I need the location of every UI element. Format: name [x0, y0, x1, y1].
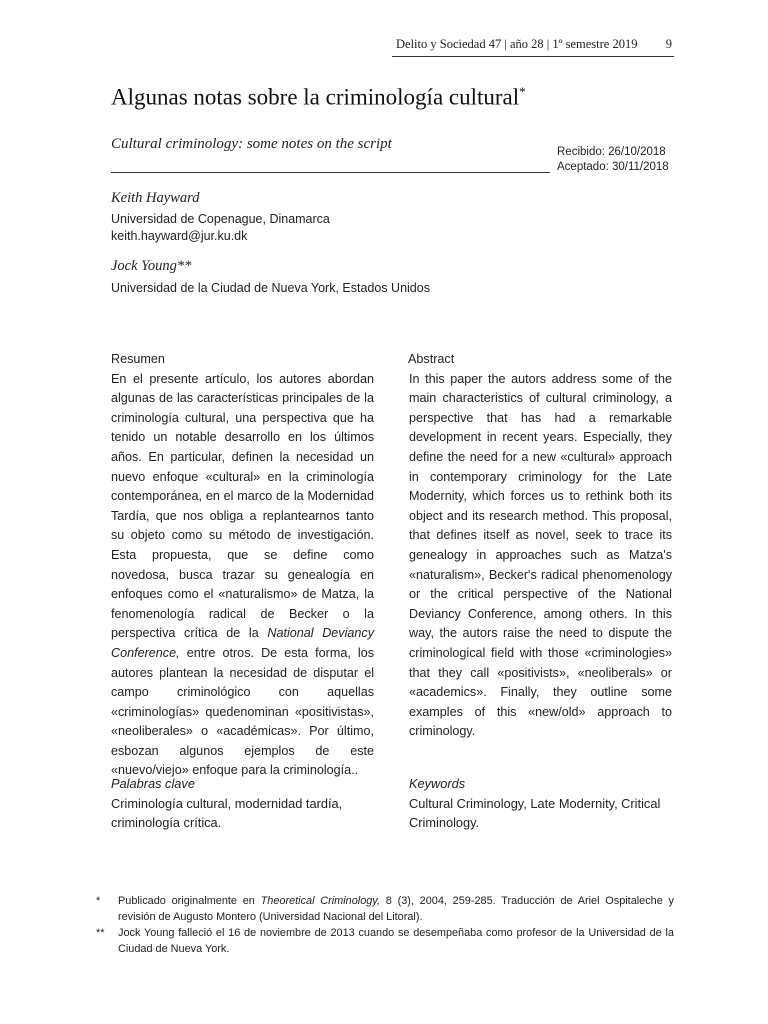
- footnote-text: [118, 893, 674, 925]
- resumen-heading: Resumen: [111, 352, 165, 366]
- footnote-mark: *: [96, 895, 101, 907]
- resumen-italic-text: National Deviancy Conference,: [111, 626, 374, 660]
- resumen-text-part: En el presente artículo, los autores abordan algunas de las características principales de la criminología cultural, una perspectiva que ha tenido un notable desarrollo en los últimos años. En particular, definen la necesidad un nuevo enfoque «cultural» en la criminología contemporánea, en el marco de la Modernidad Tardía, que nos obliga a replantearnos tanto su objeto como su método de investigación. Esta propuesta, que se define como novedosa, busca trazar su genealogía en enfoques como el «naturalismo» de Matza, la fenomenología radical de Becker o la perspectiva crítica de la: [111, 371, 374, 641]
- footnote-italic-text: Theoretical Criminology,: [260, 895, 380, 907]
- palabras-clave-heading: Palabras clave: [111, 776, 195, 791]
- abstract-section: [409, 350, 672, 742]
- keywords-section: [409, 774, 672, 833]
- resumen-section: [111, 350, 374, 781]
- author-email: keith.hayward@jur.ku.dk: [111, 229, 248, 243]
- resumen-text-part: entre otros. De esta forma, los autores plantean la necesidad de disputar el campo criminológico con aquellas «criminologías» quedenominan «positivistas», «neoliberales» o «académicas». Por último, esbozan algunos ejemplos de este «nuevo/viejo» enfoque para la criminología..: [111, 645, 375, 778]
- author-affiliation: Universidad de Copenague, Dinamarca: [111, 212, 330, 226]
- article-title: [111, 84, 651, 111]
- footnote-text-part: 8 (3), 2004, 259-285. Traducción de Ariel Ospitaleche y revisión de Augusto Montero (Universidad Nacional del Litoral).: [118, 895, 674, 923]
- accepted-date: Aceptado: 30/11/2018: [557, 161, 669, 173]
- palabras-clave-text: Criminología cultural, modernidad tardía, criminología crítica.: [111, 795, 343, 830]
- journal-info: Delito y Sociedad 47 | año 28 | 1º semestre 2019: [396, 37, 638, 51]
- author-affiliation: Universidad de la Ciudad de Nueva York, Estados Unidos: [111, 281, 430, 295]
- author-name: Keith Hayward: [111, 190, 200, 206]
- received-date: Recibido: 26/10/2018: [557, 146, 666, 158]
- footnote-mark: **: [96, 927, 105, 939]
- running-head: [396, 37, 672, 52]
- abstract-text: In this paper the autors address some of the main characteristics of cultural criminology, a perspective that has had a remarkable development in recent years. Especially, they define the need for a new «cultural» approach in contemporary criminology for the Late Modernity, which forces us to rethink both its object and its research method. This proposal, that defines itself as novel, seek to trace its genealogy in approaches such as Matza's «naturalism», Becker's radical phenomenology or the critical perspective of the National Deviancy Conference, among others. In this way, the autors raise the need to dispute the criminological field with those «criminologies» that they call «positivists», «neoliberals» or «academics». Finally, they outline some examples of this «new/old» approach to criminology.: [409, 371, 672, 739]
- article-subtitle: Cultural criminology: some notes on the script: [111, 136, 392, 152]
- footnote: [96, 925, 674, 957]
- abstract-heading: Abstract: [408, 352, 455, 366]
- article-dates: [557, 145, 669, 175]
- keywords-text: Cultural Criminology, Late Modernity, Critical Criminology.: [409, 795, 661, 830]
- author-name: Jock Young**: [111, 258, 192, 274]
- palabras-clave-section: [111, 774, 374, 833]
- footnote-text: Jock Young falleció el 16 de noviembre de 2013 cuando se desempeñaba como profesor de la Universidad de la Ciudad de Nueva York.: [118, 927, 674, 955]
- footnote: [96, 893, 674, 925]
- footnote-text-part: Publicado originalmente en: [118, 895, 255, 907]
- title-footnote-mark: *: [519, 84, 526, 99]
- page-number: 9: [665, 37, 672, 51]
- footnotes: [96, 893, 674, 957]
- header-rule: [392, 56, 674, 57]
- keywords-heading: Keywords: [409, 776, 466, 791]
- subtitle-rule: [111, 172, 550, 173]
- resumen-text: [111, 370, 374, 781]
- article-title-text: Algunas notas sobre la criminología cultural: [111, 84, 520, 110]
